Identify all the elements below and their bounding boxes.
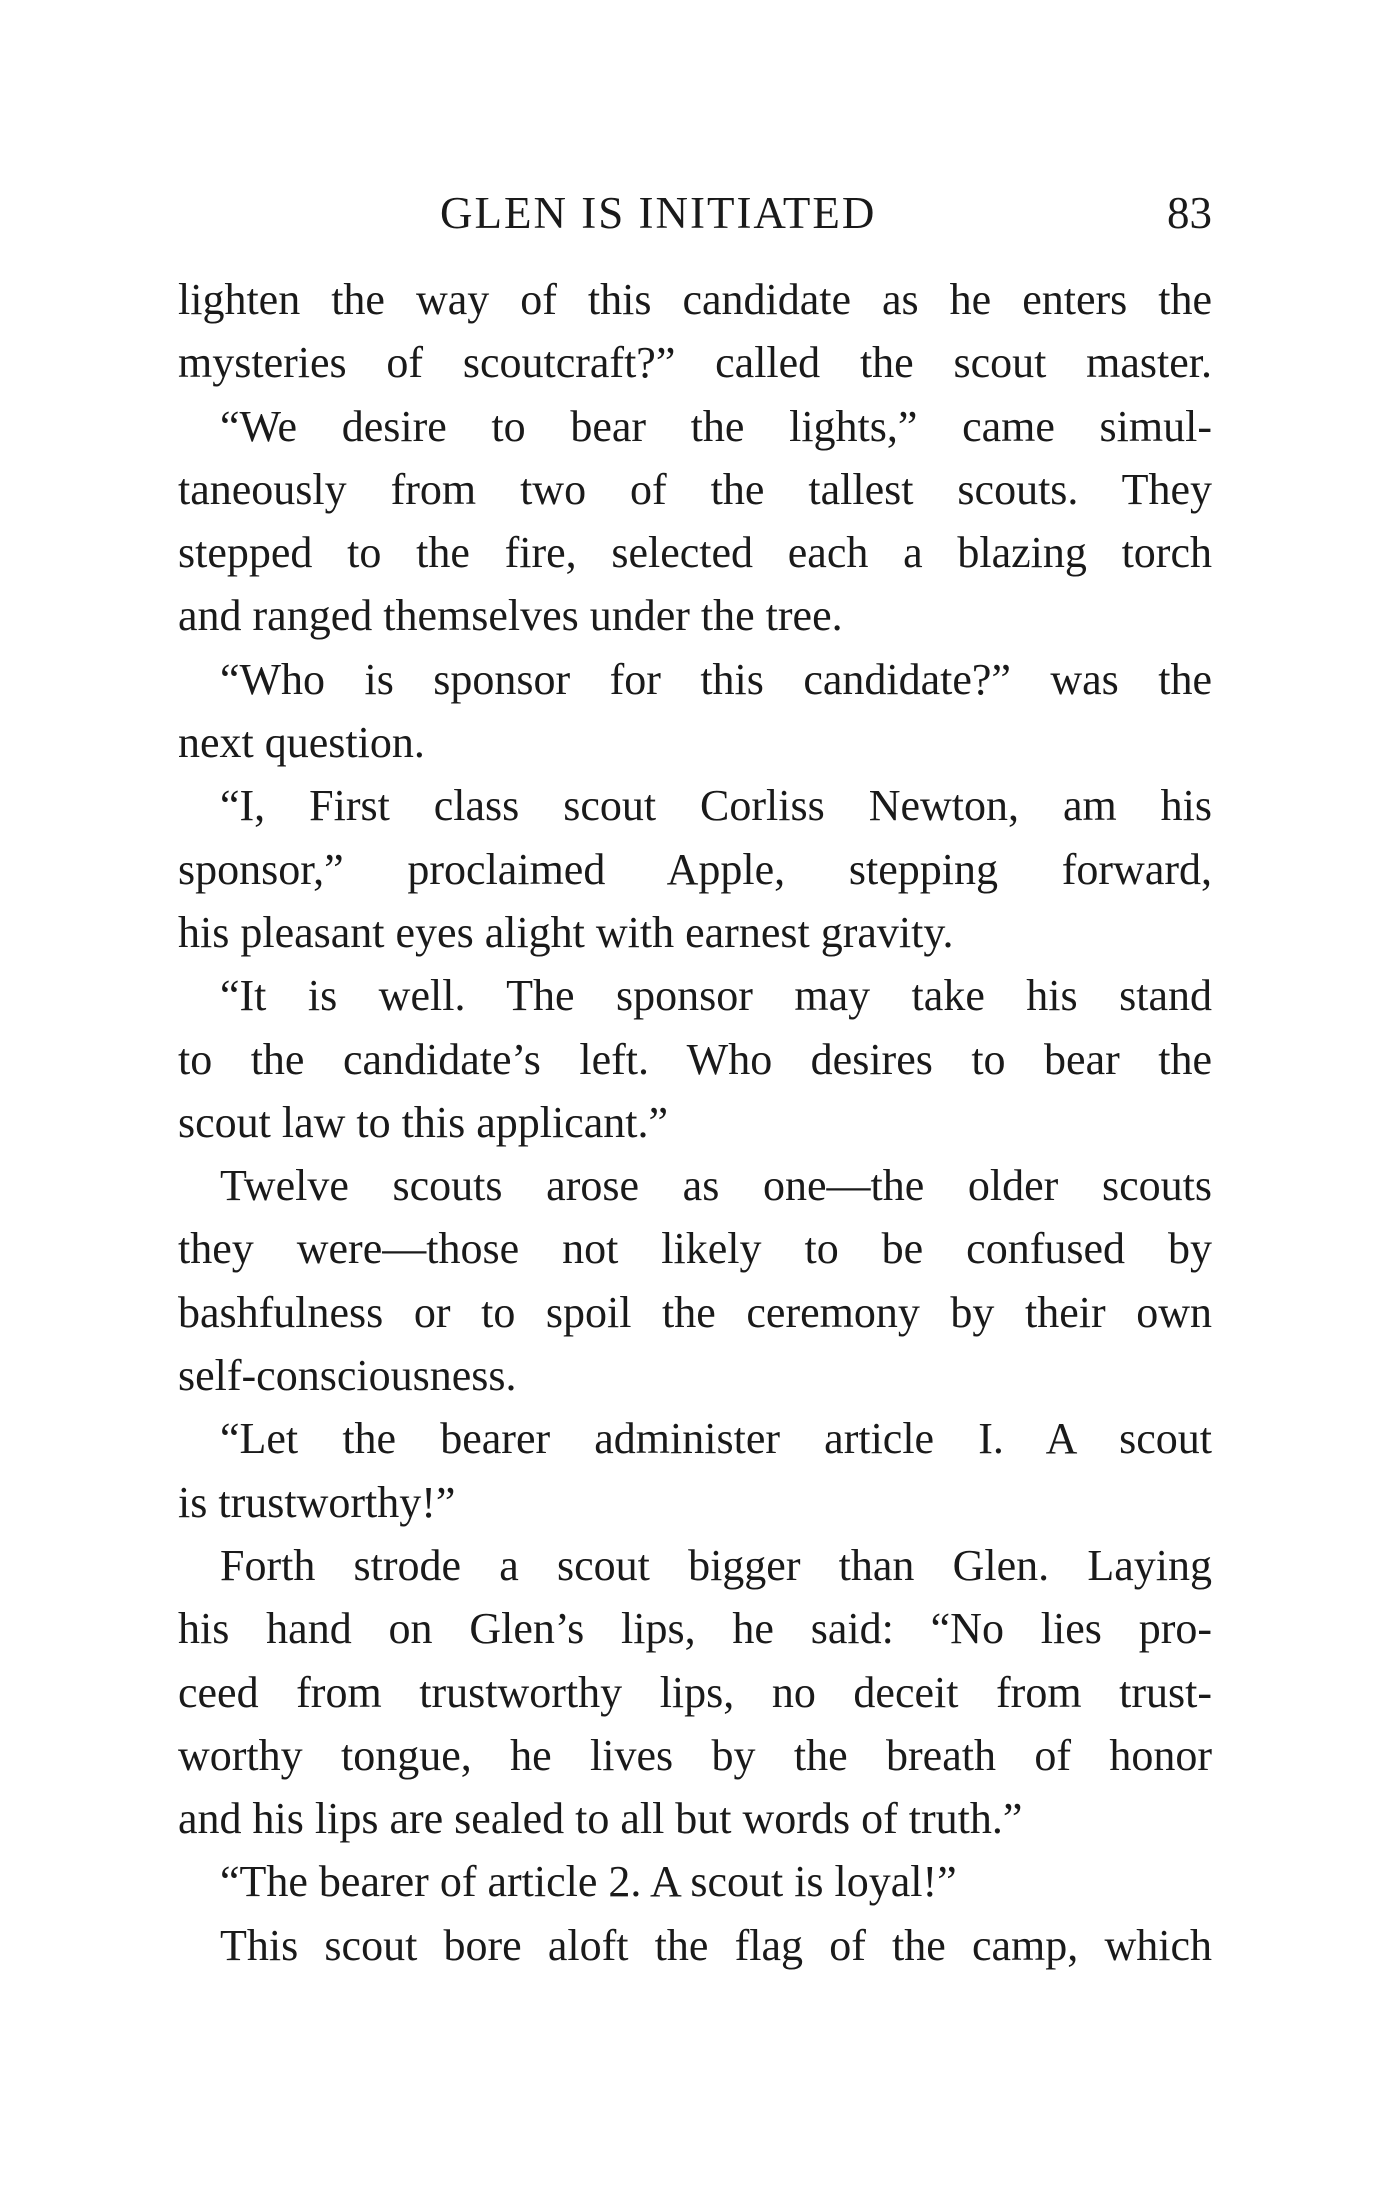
- body-text: [178, 268, 1212, 1977]
- text-line: “Who is sponsor for this candidate?” was the: [220, 654, 1212, 704]
- text-line: “The bearer of article 2. A scout is loyal!”: [220, 1857, 957, 1907]
- text-line: sponsor,” proclaimed Apple, stepping forward,: [178, 844, 1212, 894]
- text-line: is trustworthy!”: [178, 1477, 456, 1527]
- text-line: his hand on Glen’s lips, he said: “No lies pro-: [178, 1604, 1212, 1654]
- running-title: GLEN IS INITIATED: [440, 188, 877, 238]
- page-number: 83: [1167, 188, 1212, 238]
- text-line: “We desire to bear the lights,” came simul-: [220, 401, 1212, 451]
- text-line: This scout bore aloft the flag of the camp, which: [220, 1920, 1212, 1970]
- text-line: mysteries of scoutcraft?” called the scout master.: [178, 338, 1212, 388]
- text-line: ceed from trustworthy lips, no deceit from trust-: [178, 1667, 1212, 1717]
- text-line: stepped to the fire, selected each a blazing torch: [178, 528, 1212, 578]
- text-line: next question.: [178, 718, 425, 768]
- text-line: to the candidate’s left. Who desires to bear the: [178, 1034, 1212, 1084]
- text-line: and ranged themselves under the tree.: [178, 591, 843, 641]
- text-line: and his lips are sealed to all but words of truth.”: [178, 1794, 1023, 1844]
- text-line: taneously from two of the tallest scouts. They: [178, 464, 1212, 514]
- text-line: “I, First class scout Corliss Newton, am his: [220, 781, 1212, 831]
- text-line: they were—those not likely to be confused by: [178, 1224, 1212, 1274]
- text-line: scout law to this applicant.”: [178, 1097, 668, 1147]
- page-header: [178, 178, 1212, 248]
- text-line: his pleasant eyes alight with earnest gravity.: [178, 907, 954, 957]
- text-line: lighten the way of this candidate as he enters the: [178, 275, 1212, 324]
- text-line: self-consciousness.: [178, 1351, 517, 1401]
- text-line: “It is well. The sponsor may take his stand: [220, 971, 1212, 1021]
- text-line: “Let the bearer administer article I. A scout: [220, 1414, 1212, 1464]
- text-line: Forth strode a scout bigger than Glen. Laying: [220, 1540, 1212, 1590]
- text-line: bashfulness or to spoil the ceremony by their own: [178, 1287, 1212, 1337]
- text-line: worthy tongue, he lives by the breath of honor: [178, 1730, 1212, 1780]
- text-line: Twelve scouts arose as one—the older scouts: [220, 1161, 1212, 1211]
